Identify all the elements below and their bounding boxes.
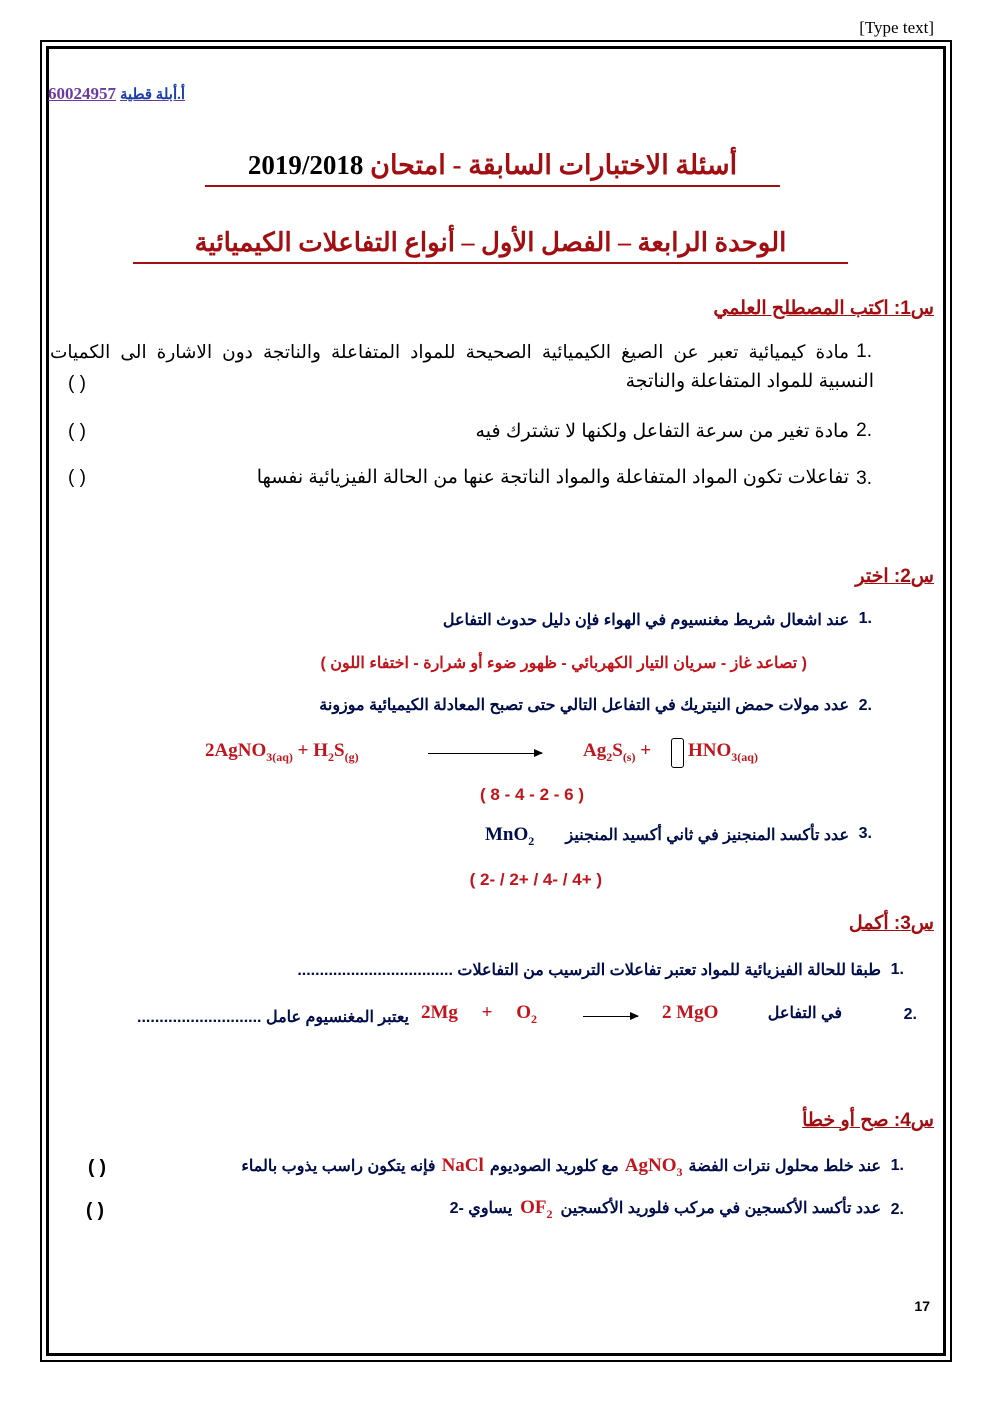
equation-product-ag2s: $Ag_2S_{(s)}$ + [583, 740, 652, 764]
q2-item3-options: ( +4 / -4 / +2 / -2 ) [469, 870, 602, 889]
q4-item1-number: .1 [890, 1157, 904, 1174]
coefficient-blank-box[interactable] [671, 738, 684, 768]
mg-equation-reactants: 2Mg + $O_2$ [421, 1002, 538, 1026]
mg-equation-products: 2 MgO [662, 1002, 719, 1023]
logo-phone: 60024957 [48, 84, 116, 103]
q1-item3-text: تفاعلات تكون المواد المتفاعلة والمواد الناتجة عنها من الحالة الفيزيائية نفسها [256, 467, 849, 488]
author-logo [48, 84, 185, 104]
q4-item2-number: .2 [890, 1201, 904, 1218]
logo-script: أ.أبلة قطية [120, 86, 186, 103]
q4-item1-answer[interactable]: ( ) [88, 1157, 106, 1178]
q4-item2-answer[interactable]: ( ) [86, 1200, 104, 1221]
q3-heading: س3: أكمل [848, 913, 934, 934]
title-main: أسئلة الاختبارات السابقة - امتحان [370, 150, 738, 180]
q2-item2-text: عدد مولات حمض النيتريك في التفاعل التالي حتى تصبح المعادلة الكيميائية موزونة [319, 697, 849, 714]
q1-item1-answer[interactable]: ( ) [68, 373, 86, 394]
q2-item1-options: ( تصاعد غاز - سريان التيار الكهربائي - ظهور ضوء أو شرارة - اختفاء اللون ) [320, 655, 807, 672]
q1-item1-number: .1 [856, 341, 872, 362]
formula-of2: $OF_2$ [520, 1197, 553, 1221]
q4-item2-text-a: عدد تأكسد الأكسجين في مركب فلوريد الأكسجين [560, 1200, 881, 1217]
mg-equation-arrow [583, 1016, 638, 1017]
q3-item1-number: .1 [890, 961, 904, 978]
q1-item3-answer[interactable]: ( ) [68, 467, 86, 488]
q4-item1-text-b: مع كلوريد الصوديوم [489, 1158, 619, 1175]
q2-heading: س2: اختر [855, 566, 934, 587]
header-note: [Type text] [859, 18, 934, 37]
equation-product-hno3: $HNO_{3(aq)}$ [688, 740, 758, 764]
q4-item1-text-a: عند خلط محلول نترات الفضة [688, 1158, 881, 1175]
q4-item1-statement [241, 1155, 881, 1180]
q2-item3-text: عدد تأكسد المنجنيز في ثاني أكسيد المنجنيز [565, 827, 849, 844]
q2-item3-number: .3 [858, 825, 872, 842]
q1-item2-answer[interactable]: ( ) [68, 421, 86, 442]
q1-item1-line2: النسبية للمواد المتفاعلة والناتجة [625, 371, 874, 392]
formula-nacl: NaCl [441, 1155, 484, 1176]
q1-item1-line1: مادة كيميائية تعبر عن الصيغ الكيميائية الصحيحة للمواد المتفاعلة والناتجة دون الاشارة الى الكميات [50, 341, 849, 362]
equation-reactants: 2AgNO$_{3(aq)}$ + $H_2S_{(g)}$ [205, 740, 359, 764]
formula-mno2: MnO$_2$ [485, 824, 535, 848]
page-title [205, 150, 780, 187]
q1-heading: س1: اكتب المصطلح العلمي [713, 298, 934, 319]
q4-item1-text-c: فإنه يتكون راسب يذوب بالماء [241, 1158, 436, 1175]
q1-item2-text: مادة تغير من سرعة التفاعل ولكنها لا تشترك فيه [475, 421, 849, 442]
q2-item1-text: عند اشعال شريط مغنسيوم في الهواء فإن دليل حدوث التفاعل [442, 612, 849, 629]
q1-item3-number: .3 [856, 468, 872, 489]
q1-item2-number: .2 [856, 420, 872, 441]
q2-item2-options: ( 6 - 2 - 4 - 8 ) [480, 785, 584, 804]
q4-heading: س4: صح أو خطأ [802, 1110, 934, 1131]
equation-arrow [428, 753, 542, 754]
q3-item2-suffix[interactable]: يعتبر المغنسيوم عامل ............................ [137, 1009, 409, 1026]
q3-item1-text[interactable]: طبقا للحالة الفيزيائية للمواد تعتبر تفاعلات الترسيب من التفاعلات ................................... [297, 962, 881, 979]
q2-item2-number: .2 [858, 697, 872, 714]
q3-item2-number: .2 [903, 1006, 917, 1023]
q4-item2-statement [450, 1197, 881, 1222]
page-number: 17 [914, 1298, 930, 1314]
q2-item1-number: .1 [858, 610, 872, 627]
formula-agno3: AgNO$_3$ [624, 1155, 683, 1179]
q4-item2-text-b: يساوي -2 [449, 1200, 513, 1217]
q3-item2-prefix: في التفاعل [767, 1005, 842, 1022]
title-year: 2019/2018 [247, 150, 364, 180]
page-subtitle: الوحدة الرابعة – الفصل الأول – أنواع التفاعلات الكيميائية [133, 228, 848, 264]
